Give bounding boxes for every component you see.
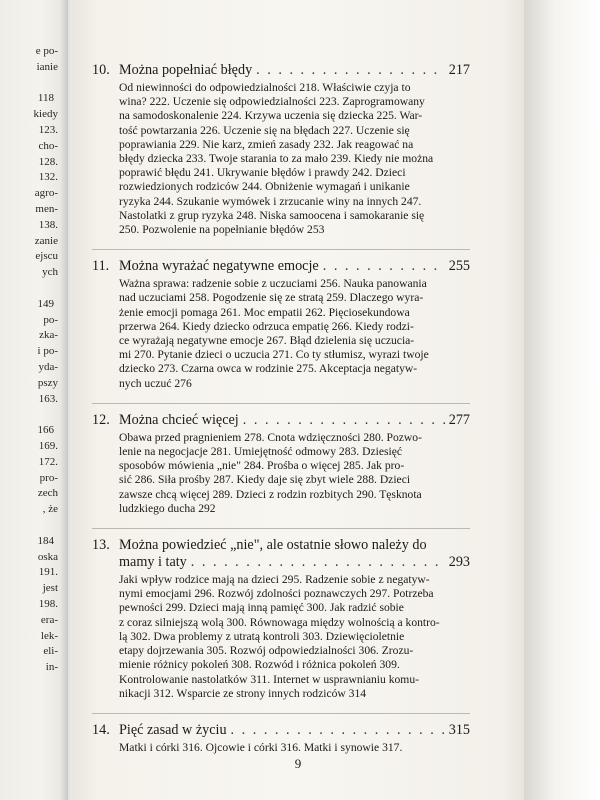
left-page-fragment: pro-	[39, 471, 58, 484]
subtopic-line: poprawiania 229. Nie karz, zmień zasady 232. Jak reagować na	[119, 137, 414, 151]
leader-dots	[191, 554, 445, 571]
chapter-number: 14.	[92, 721, 110, 738]
left-page-fragment: ianie	[36, 60, 58, 73]
folio-page-number: 9	[294, 756, 302, 771]
left-page-fragment: 166	[37, 424, 54, 437]
page-number: 293	[448, 554, 470, 571]
left-page-fragment: po-	[43, 313, 58, 326]
subtopic-line: Matki i córki 316. Ojcowie i córki 316. Matki i synowie 317.	[119, 740, 403, 754]
leader-dots	[231, 722, 445, 739]
leader-dots	[243, 412, 445, 429]
chapter-title: Można wyrażać negatywne emocje	[119, 258, 319, 275]
left-page-fragment: 184	[37, 534, 54, 547]
subtopic-line: mienie różnicy pokoleń 308. Rozwód i różnica pokoleń 309.	[119, 658, 400, 672]
chapter-number: 10.	[92, 62, 110, 78]
left-page-fragment: 132.	[38, 171, 58, 184]
toc-entry	[92, 713, 470, 755]
chapter-title: Można chcieć więcej	[119, 411, 239, 428]
left-page-fragment: , że	[42, 503, 58, 516]
chapter-subtopics	[92, 573, 470, 701]
left-page-fragment: kiedy	[33, 108, 58, 121]
toc-entry-heading-continued	[92, 554, 470, 571]
subtopic-line: wina? 222. Uczenie się odpowiedzialności 223. Zaprogramowany	[119, 95, 425, 109]
left-page-fragment: era-	[40, 613, 58, 626]
toc-entry-heading	[92, 537, 470, 554]
left-page-fragment: 163.	[38, 392, 58, 405]
left-page-fragment: zech	[37, 487, 58, 500]
subtopic-line: przerwa 264. Kiedy dziecko odrzuca empatię 266. Kiedy rodzi-	[119, 319, 414, 333]
subtopic-line: Ważna sprawa: radzenie sobie z uczuciami 256. Nauka panowania	[119, 277, 427, 291]
chapter-subtopics	[92, 81, 470, 237]
toc-entry	[92, 249, 470, 391]
left-page-fragment: in-	[45, 661, 58, 674]
chapter-title: Pięć zasad w życiu	[119, 721, 227, 738]
subtopic-line: sposobów mówienia „nie" 284. Prośba o więcej 285. Jak pro-	[119, 459, 405, 473]
subtopic-line: dziecko 273. Czarna owca w rodzinie 275. Akceptacja negatyw-	[119, 362, 418, 376]
subtopic-line: sić 286. Siła prośby 287. Kiedy daje się zbyt wiele 288. Dzieci	[119, 473, 411, 487]
left-page-fragment: lek-	[40, 629, 58, 642]
page-number: 315	[448, 721, 470, 738]
subtopic-line: etapy dojrzewania 305. Rozwój odpowiedzialności 306. Zrozu-	[119, 644, 414, 658]
subtopic-line: poprawić błędu 241. Ukrywanie błędów i prawdy 242. Dzieci	[119, 166, 406, 180]
left-page-fragment: men-	[35, 203, 58, 215]
left-page-fragment: 172.	[38, 455, 58, 468]
subtopic-line: tość powtarzania 226. Uczenie się na błędach 227. Uczenie się	[119, 123, 410, 137]
leader-dots	[256, 62, 445, 79]
page-number: 217	[448, 62, 470, 78]
chapter-number: 13.	[92, 537, 110, 554]
left-page-fragment: 138.	[38, 218, 58, 231]
left-page-fragment: zka-	[39, 329, 58, 342]
left-page-fragment: pszy	[37, 376, 58, 389]
left-page-fragment: zanie	[34, 234, 58, 247]
subtopic-line: Od niewinności do odpowiedzialności 218. Właściwie czyja to	[119, 81, 411, 94]
left-page-fragment: jest	[42, 582, 58, 595]
left-page-fragment: 118	[37, 92, 54, 105]
left-page-fragment: 149	[37, 297, 54, 310]
left-page-fragment: 191.	[38, 566, 58, 579]
subtopic-line: nad uczuciami 258. Pogodzenie się ze stratą 259. Dlaczego wyra-	[119, 291, 424, 305]
page-number: 277	[448, 411, 470, 428]
chapter-subtopics	[92, 431, 470, 516]
subtopic-line: Nastolatki z grup ryzyka 248. Niska samoocena i samokaranie się	[119, 208, 425, 222]
subtopic-line: 250. Pozwolenie na popełnianie błędów 253	[119, 223, 325, 237]
page-edge-shadow	[524, 0, 600, 800]
chapter-title: Można powiedzieć „nie", ale ostatnie słowo należy do	[119, 537, 427, 554]
subtopic-line: nymi emocjami 296. Rozwój zdolności poznawczych 297. Potrzeba	[119, 587, 434, 601]
subtopic-line: pewności 299. Dzieci mają inną pamięć 300. Jak radzić sobie	[119, 601, 404, 615]
subtopic-line: mi 270. Pytanie dzieci o uczucia 271. Co ty stłumisz, wyrazi twoje	[119, 348, 429, 362]
left-page-fragment: 198.	[38, 598, 58, 610]
toc-entry-heading	[92, 412, 470, 429]
subtopic-line: nikacji 312. Wsparcie ze strony innych rodziców 314	[119, 686, 367, 700]
leader-dots	[323, 258, 445, 275]
chapter-number: 12.	[92, 411, 110, 428]
table-of-contents	[92, 62, 470, 767]
subtopic-line: zawsze chcą więcej 289. Dzieci z rodzin rozbitych 290. Tęsknota	[119, 487, 422, 501]
chapter-subtopics	[92, 277, 470, 391]
left-page-fragment: ych	[42, 266, 58, 279]
left-page-fragment: 128.	[38, 155, 58, 168]
chapter-subtopics	[92, 741, 470, 755]
book-page	[72, 0, 524, 800]
subtopic-line: ryzyka 244. Szukanie wymówek i zrzucanie winy na innych 247.	[119, 194, 422, 208]
subtopic-line: Obawa przed pragnieniem 278. Cnota wdzięczności 280. Pozwo-	[119, 430, 422, 444]
chapter-title: Można popełniać błędy	[119, 62, 253, 78]
left-page-fragment: e po-	[35, 45, 58, 57]
subtopic-line: rozwiedzionych rodziców 244. Obniżenie wymagań i unikanie	[119, 180, 410, 194]
subtopic-line: lenie na negocjacje 281. Umiejętność odmowy 283. Dziesięć	[119, 445, 402, 459]
toc-entry	[92, 62, 470, 237]
left-page-fragment: ejscu	[35, 250, 58, 263]
subtopic-line: Jaki wpływ rodzice mają na dzieci 295. Radzenie sobie z negatyw-	[119, 573, 430, 587]
toc-entry-heading	[92, 258, 470, 275]
left-page-fragment: cho-	[38, 139, 58, 152]
previous-page-edge	[0, 0, 68, 800]
page-number: 255	[448, 258, 470, 275]
toc-entry-heading	[92, 722, 470, 739]
subtopic-line: Kontrolowanie nastolatków 311. Internet w usprawnianiu komu-	[119, 672, 419, 686]
left-page-fragment: agro-	[34, 187, 58, 200]
left-page-fragment: yda-	[38, 361, 58, 373]
subtopic-line: na samodoskonalenie 224. Krzywa uczenia się dziecka 225. War-	[119, 109, 423, 123]
chapter-number: 11.	[92, 258, 110, 275]
toc-entry-heading	[92, 62, 470, 79]
toc-entry	[92, 403, 470, 516]
subtopic-line: ce wyrażają negatywne emocje 267. Błąd dzielenia się uczucia-	[119, 334, 415, 348]
left-page-fragment: eli-	[43, 645, 58, 658]
subtopic-line: lą 302. Dwa problemy z utratą kontroli 303. Dziewięcioletnie	[119, 629, 405, 643]
subtopic-line: błędy dziecka 233. Twoje starania to za mało 239. Kiedy nie można	[119, 152, 434, 166]
left-page-fragment: 123.	[38, 124, 58, 136]
toc-entry	[92, 528, 470, 701]
left-page-fragment: oska	[37, 550, 58, 563]
subtopic-line: z coraz silniejszą wolą 300. Równowaga między wolnością a kontro-	[119, 615, 440, 629]
subtopic-line: żenie emocji pomaga 261. Moc empatii 262. Pięciosekundowa	[119, 305, 410, 319]
left-page-fragment: i po-	[37, 345, 58, 358]
left-page-fragment: 169.	[38, 440, 58, 452]
chapter-title-continued: mamy i taty	[119, 554, 187, 571]
subtopic-line: ludzkiego ducha 292	[119, 501, 216, 515]
subtopic-line: nych uczuć 276	[119, 376, 192, 390]
